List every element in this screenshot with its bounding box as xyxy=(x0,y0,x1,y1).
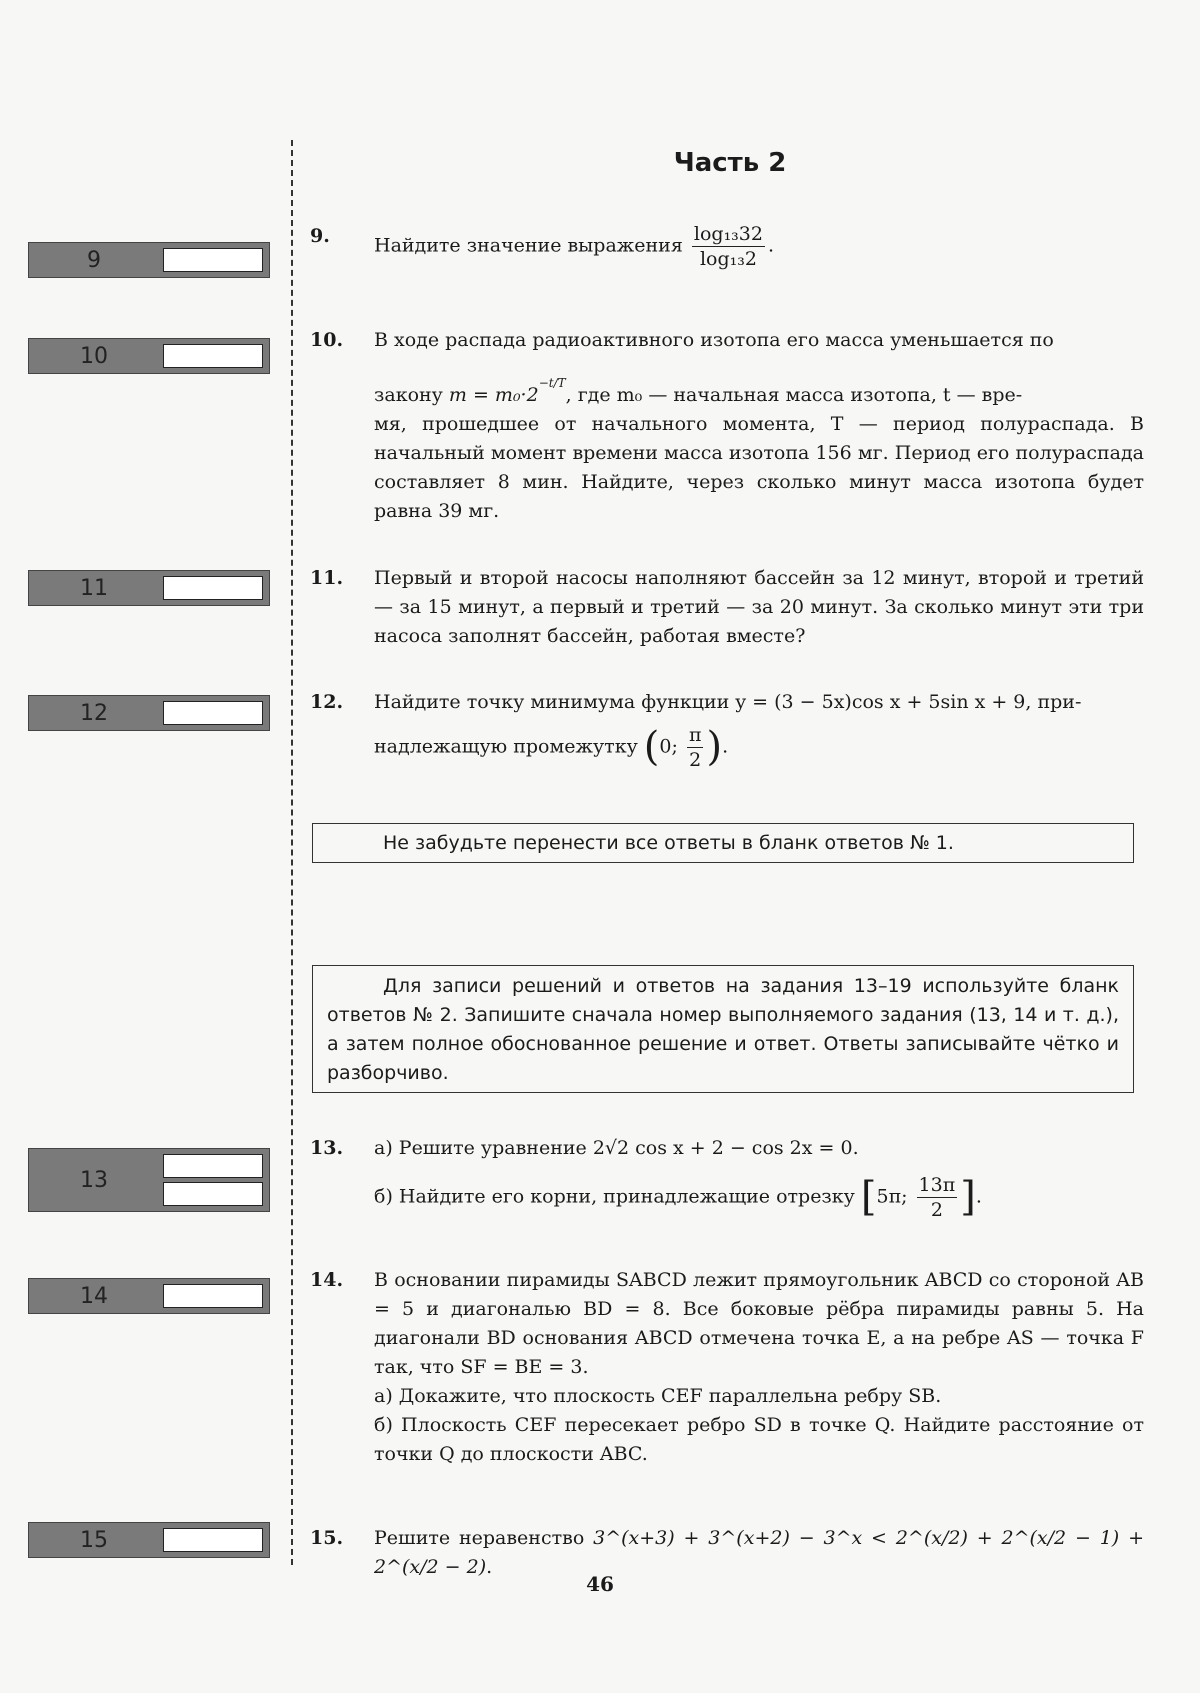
answer-box-15 xyxy=(28,1522,270,1558)
answer-box-9 xyxy=(28,242,270,278)
task-number: 11. xyxy=(310,567,344,589)
task-text: , где m₀ — начальная масса изотопа, t — вре- xyxy=(565,384,1023,406)
formula-exponent: −t/T xyxy=(538,376,566,390)
task-number: 13. xyxy=(310,1137,344,1159)
answer-box-label: 13 xyxy=(80,1167,108,1193)
task-tail: . xyxy=(767,234,775,257)
task-part-a: а) Докажите, что плоскость CEF параллельна ребру SB. xyxy=(374,1385,942,1407)
answer-box-11 xyxy=(28,570,270,606)
task-number: 14. xyxy=(310,1269,344,1291)
answer-field[interactable] xyxy=(163,248,263,272)
answer-box-label: 10 xyxy=(80,343,108,369)
page-number: 46 xyxy=(586,1572,614,1596)
answer-field[interactable] xyxy=(163,576,263,600)
task-part-a: а) Решите уравнение 2√2 cos x + 2 − cos 2x = 0. xyxy=(374,1137,859,1159)
task-text: надлежащую промежутку xyxy=(374,735,638,758)
section-heading: Часть 2 xyxy=(673,148,787,178)
answer-box-label: 12 xyxy=(80,700,108,726)
task-number: 9. xyxy=(310,225,330,247)
answer-box-label: 9 xyxy=(87,247,101,273)
answer-box-14 xyxy=(28,1278,270,1314)
fraction xyxy=(687,723,704,772)
fraction-denominator: 2 xyxy=(930,1199,943,1221)
answer-field[interactable] xyxy=(163,1284,263,1308)
task-part-b: б) Найдите его корни, принадлежащие отрезку xyxy=(374,1185,855,1208)
answer-field[interactable] xyxy=(163,344,263,368)
answer-field[interactable] xyxy=(163,701,263,725)
task-text-body: мя, прошедшее от начального момента, T — период полураспада. В начальный момент времени масса изотопа 156 мг. Период его полураспада составляет 8 мин. Найдите, через сколько минут масса изотопа будет равна 39 мг. xyxy=(374,413,1144,522)
fraction-denominator: log₁₃2 xyxy=(699,248,757,270)
inequality-formula: 3^(x+3) + 3^(x+2) − 3^x < 2^(x/2) + 2^(x/2 − 1) + 2^(x/2 − 2) xyxy=(374,1527,1144,1578)
interval-left: 0; xyxy=(659,735,678,758)
task-tail: . xyxy=(722,735,729,758)
task-text-line: В ходе распада радиоактивного изотопа его масса уменьшается по xyxy=(374,329,1054,351)
formula: m = m₀·2 xyxy=(448,384,539,406)
fraction-numerator: π xyxy=(688,724,702,746)
fraction xyxy=(692,222,765,271)
answer-box-12 xyxy=(28,695,270,731)
fraction xyxy=(917,1173,958,1222)
answer-field-a[interactable] xyxy=(163,1154,263,1178)
answer-box-13 xyxy=(28,1148,270,1212)
task-number: 12. xyxy=(310,691,344,713)
task-text: Найдите точку минимума функции y = (3 − 5x)cos x + 5sin x + 9, при- xyxy=(374,691,1082,713)
segment-left: 5π; xyxy=(876,1185,908,1208)
task-tail: . xyxy=(486,1556,493,1578)
answer-box-10 xyxy=(28,338,270,374)
answer-box-label: 14 xyxy=(80,1283,108,1309)
task-number: 15. xyxy=(310,1527,344,1549)
instructions-box: Для записи решений и ответов на задания 13–19 используйте бланк ответов № 2. Запишите сначала номер выполняемого задания (13, 14 и т. д.), а затем полное обоснованное решение и ответ. Ответы записывайте чётко и разборчиво. xyxy=(312,965,1134,1093)
fraction-numerator: log₁₃32 xyxy=(693,223,763,245)
task-text: В основании пирамиды SABCD лежит прямоугольник ABCD со стороной AB = 5 и диагональю BD = 8. Все боковые рёбра пирамиды равны 5. На диагонали BD основания ABCD отмечена точка E, а на ребре AS — точка F так, что SF = BE = 3. xyxy=(374,1269,1144,1378)
answer-box-label: 11 xyxy=(80,575,108,601)
task-number: 10. xyxy=(310,329,344,351)
task-text: Решите неравенство xyxy=(374,1527,585,1549)
transfer-answers-notice: Не забудьте перенести все ответы в бланк ответов № 1. xyxy=(312,823,1134,863)
task-text: Найдите значение выражения xyxy=(374,234,683,257)
fraction-numerator: 13π xyxy=(918,1174,956,1196)
answer-box-label: 15 xyxy=(80,1527,108,1553)
task-text: Первый и второй насосы наполняют бассейн за 12 минут, второй и третий — за 15 минут, а первый и третий — за 20 минут. За сколько минут эти три насоса заполнят бассейн, работая вместе? xyxy=(374,567,1144,647)
task-part-b: б) Плоскость CEF пересекает ребро SD в точке Q. Найдите расстояние от точки Q до плоскости ABC. xyxy=(374,1414,1144,1465)
fraction-denominator: 2 xyxy=(689,749,702,771)
task-text: закону xyxy=(374,384,443,406)
answer-field[interactable] xyxy=(163,1528,263,1552)
cut-line xyxy=(291,140,293,1565)
task-tail: . xyxy=(975,1185,982,1208)
answer-field-b[interactable] xyxy=(163,1182,263,1206)
